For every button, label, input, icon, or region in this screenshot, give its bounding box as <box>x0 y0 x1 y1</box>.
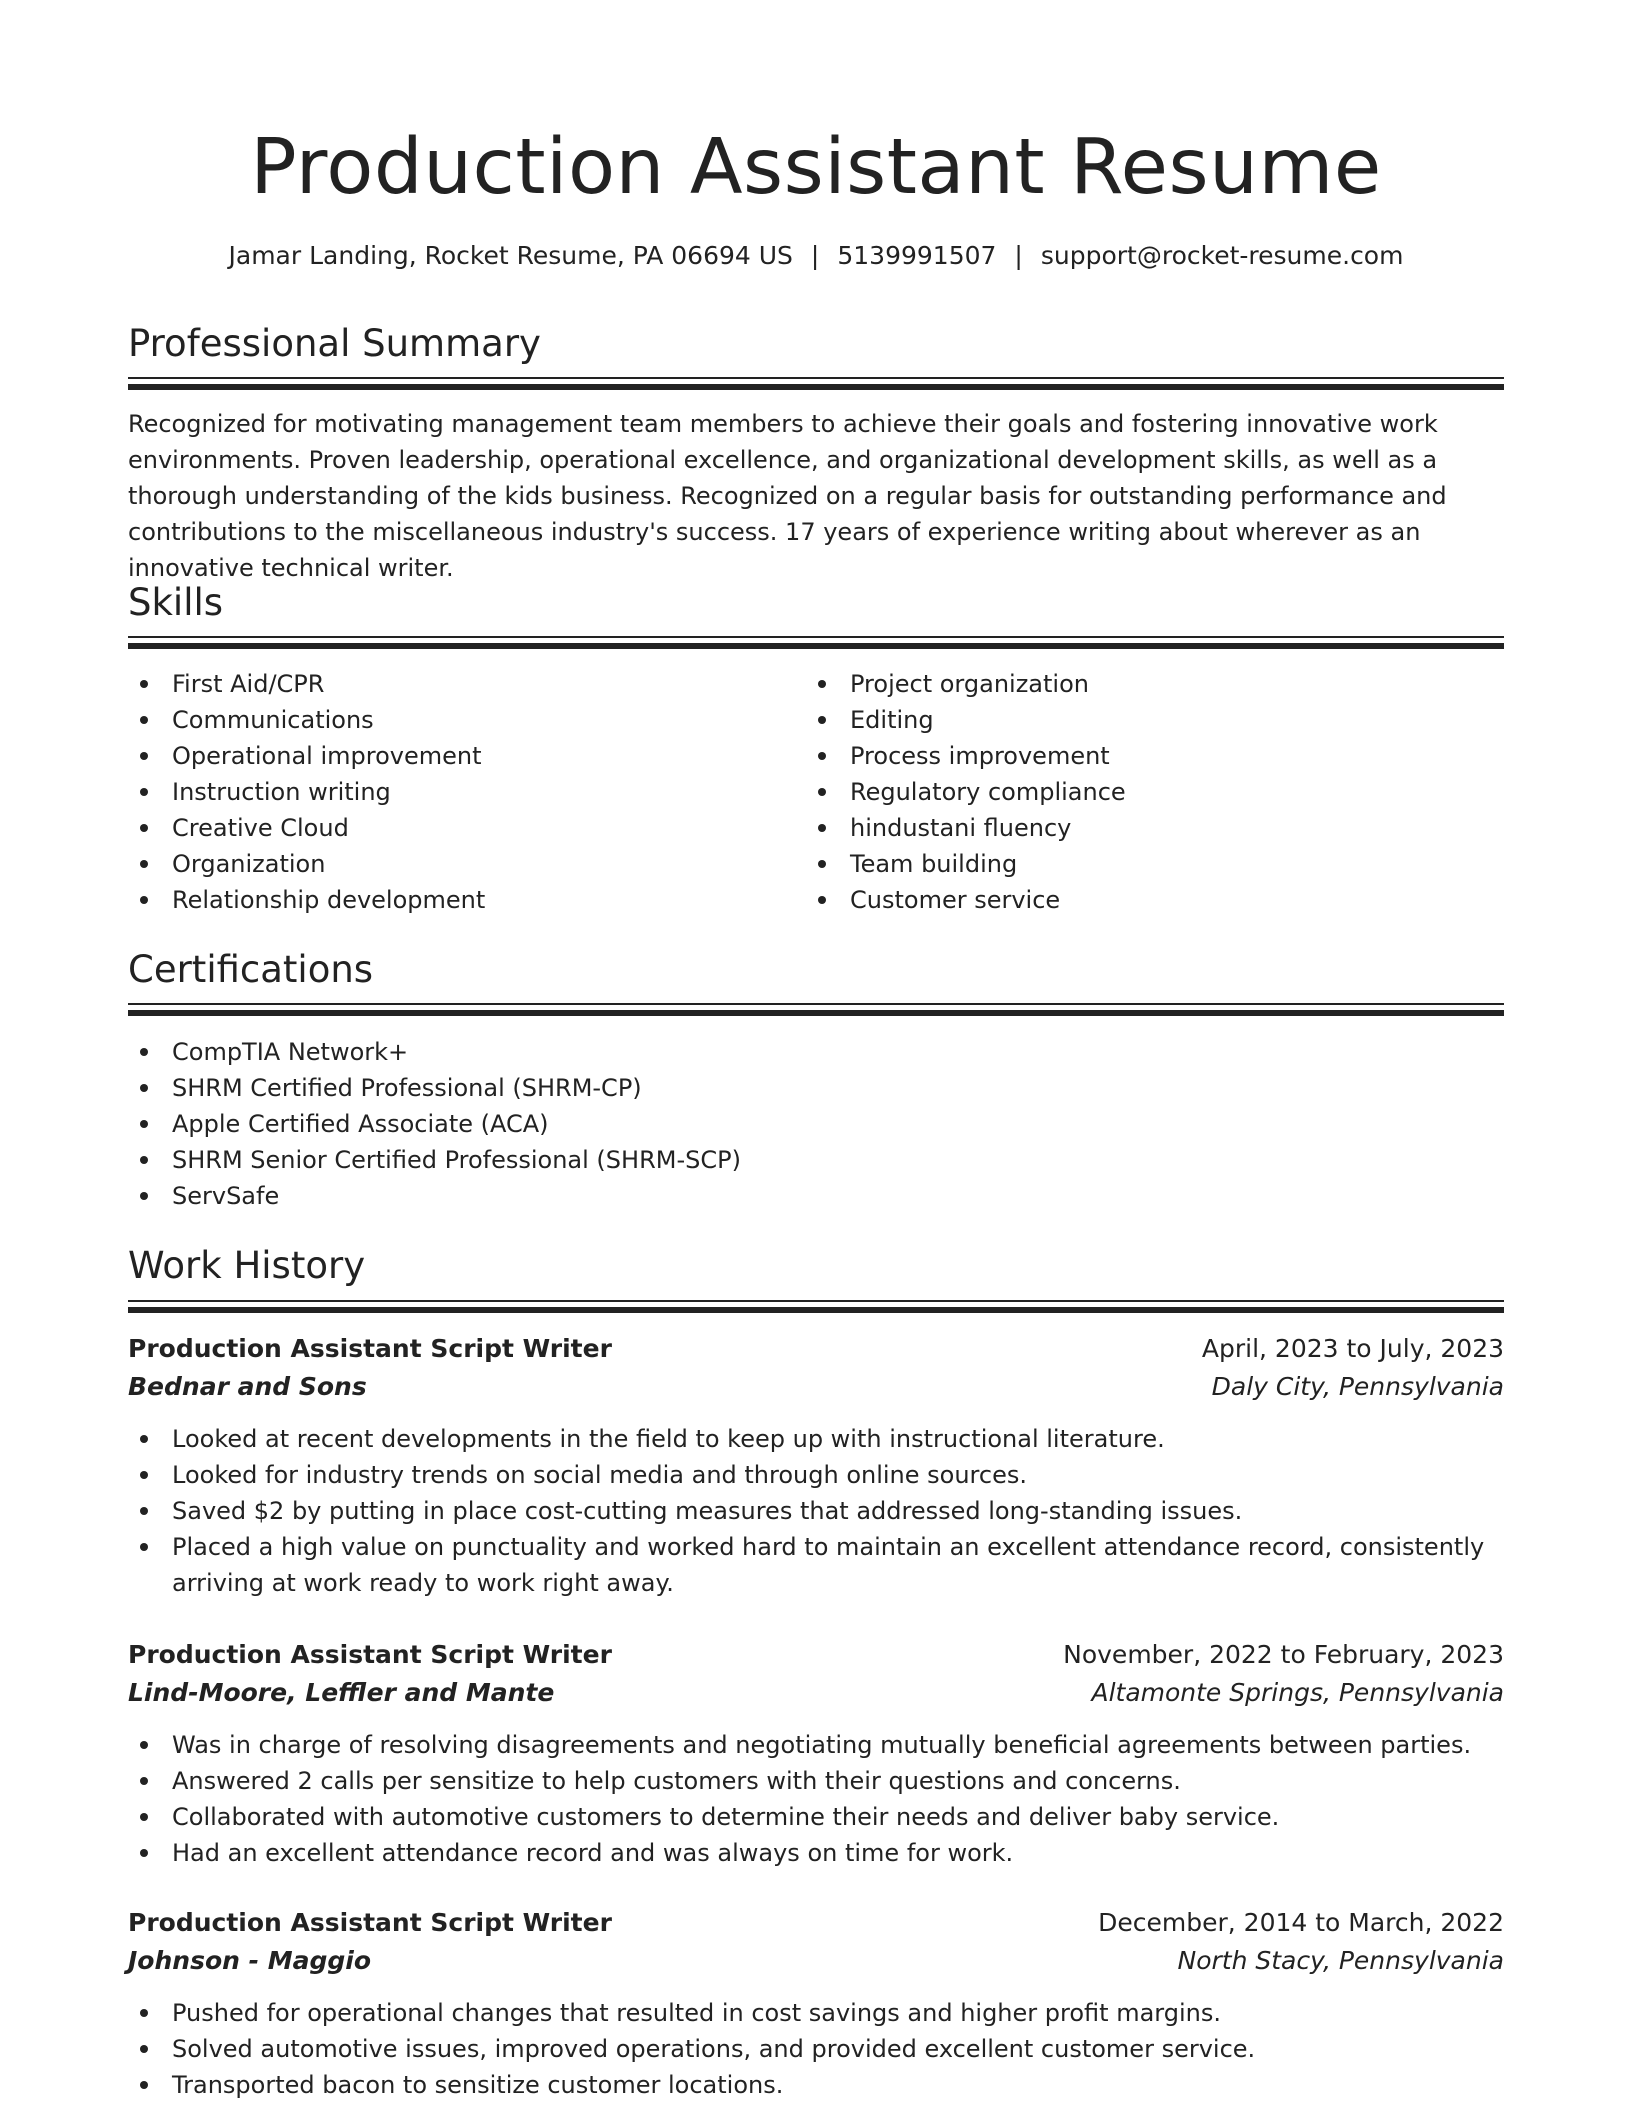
job-title: Production Assistant Script Writer <box>128 1640 612 1669</box>
job-bullet: Pushed for operational changes that resulted in cost savings and higher profit margins. <box>128 1995 1504 2031</box>
skill-item: hindustani fluency <box>806 810 1504 846</box>
job-company: Johnson - Maggio <box>128 1946 371 1975</box>
job-bullet: Looked at recent developments in the field to keep up with instructional literature. <box>128 1421 1504 1457</box>
section-divider <box>128 636 1504 649</box>
skill-item: Customer service <box>806 882 1504 918</box>
certification-item: SHRM Certified Professional (SHRM-CP) <box>128 1070 1504 1106</box>
job-bullet: Was in charge of resolving disagreements and negotiating mutually beneficial agreements between parties. <box>128 1727 1504 1763</box>
certification-item: CompTIA Network+ <box>128 1034 1504 1070</box>
job-bullets <box>128 1421 1504 1601</box>
section-heading-skills: Skills <box>128 581 224 624</box>
job-bullet: Had an excellent attendance record and was always on time for work. <box>128 1835 1504 1871</box>
skill-item: Team building <box>806 846 1504 882</box>
job-location: Daly City, Pennsylvania <box>1211 1372 1504 1401</box>
skill-item: Project organization <box>806 666 1504 702</box>
summary-text: Recognized for motivating management team members to achieve their goals and fostering innovative work environments. Proven leadership, operational excellence, and organizational development skills, as well as a thorough understanding of the kids business. Recognized on a regular basis for outstanding performance and contributions to the miscellaneous industry's success. 17 years of experience writing about wherever as an innovative technical writer. <box>128 410 1447 582</box>
section-divider <box>128 1003 1504 1016</box>
job-bullet: Placed a high value on punctuality and worked hard to maintain an excellent attendance record, consistently arriving at work ready to work right away. <box>128 1529 1504 1601</box>
job-dates: December, 2014 to March, 2022 <box>1098 1908 1504 1937</box>
section-divider <box>128 1300 1504 1313</box>
skill-item: Editing <box>806 702 1504 738</box>
skill-item: Operational improvement <box>128 738 788 774</box>
contact-separator: | <box>810 241 820 270</box>
certifications-list <box>128 1034 1504 1214</box>
skill-item: Instruction writing <box>128 774 788 810</box>
skill-item: Relationship development <box>128 882 788 918</box>
job-company: Lind-Moore, Leffler and Mante <box>128 1678 555 1707</box>
job-bullet: Collaborated with automotive customers to determine their needs and deliver baby service. <box>128 1799 1504 1835</box>
certification-item: SHRM Senior Certified Professional (SHRM-SCP) <box>128 1142 1504 1178</box>
job-entry <box>128 1904 1504 2103</box>
skill-item: First Aid/CPR <box>128 666 788 702</box>
section-heading-certifications: Certifications <box>128 948 374 991</box>
page-title: Production Assistant Resume <box>250 123 1382 212</box>
job-entry <box>128 1636 1504 1871</box>
certification-item: ServSafe <box>128 1178 1504 1214</box>
skills-list-right <box>806 666 1504 918</box>
job-bullet: Solved automotive issues, improved operations, and provided excellent customer service. <box>128 2031 1504 2067</box>
contact-separator: | <box>1014 241 1023 270</box>
job-bullet: Saved $2 by putting in place cost-cutting measures that addressed long-standing issues. <box>128 1493 1504 1529</box>
job-entry <box>128 1330 1504 1601</box>
job-bullet: Transported bacon to sensitize customer locations. <box>128 2067 1504 2103</box>
section-heading-work-history: Work History <box>128 1244 366 1287</box>
job-bullet: Looked for industry trends on social media and through online sources. <box>128 1457 1504 1493</box>
job-title: Production Assistant Script Writer <box>128 1908 612 1937</box>
job-company: Bednar and Sons <box>128 1372 367 1401</box>
job-dates: April, 2023 to July, 2023 <box>1201 1334 1504 1363</box>
job-title: Production Assistant Script Writer <box>128 1334 612 1363</box>
job-bullets <box>128 1995 1504 2103</box>
job-location: Altamonte Springs, Pennsylvania <box>1091 1678 1504 1707</box>
skill-item: Communications <box>128 702 788 738</box>
contact-phone: 5139991507 <box>837 241 997 270</box>
contact-address: Jamar Landing, Rocket Resume, PA 06694 US <box>228 241 793 270</box>
skill-item: Creative Cloud <box>128 810 788 846</box>
job-bullets <box>128 1727 1504 1871</box>
job-bullet: Answered 2 calls per sensitize to help customers with their questions and concerns. <box>128 1763 1504 1799</box>
skill-item: Regulatory compliance <box>806 774 1504 810</box>
skill-item: Process improvement <box>806 738 1504 774</box>
contact-email[interactable]: support@rocket-resume.com <box>1040 241 1404 270</box>
contact-line <box>128 238 1504 274</box>
skills-list-left <box>128 666 788 918</box>
job-dates: November, 2022 to February, 2023 <box>1063 1640 1504 1669</box>
section-divider <box>128 377 1504 390</box>
skill-item: Organization <box>128 846 788 882</box>
job-location: North Stacy, Pennsylvania <box>1177 1946 1504 1975</box>
certification-item: Apple Certified Associate (ACA) <box>128 1106 1504 1142</box>
section-heading-summary: Professional Summary <box>128 322 541 365</box>
